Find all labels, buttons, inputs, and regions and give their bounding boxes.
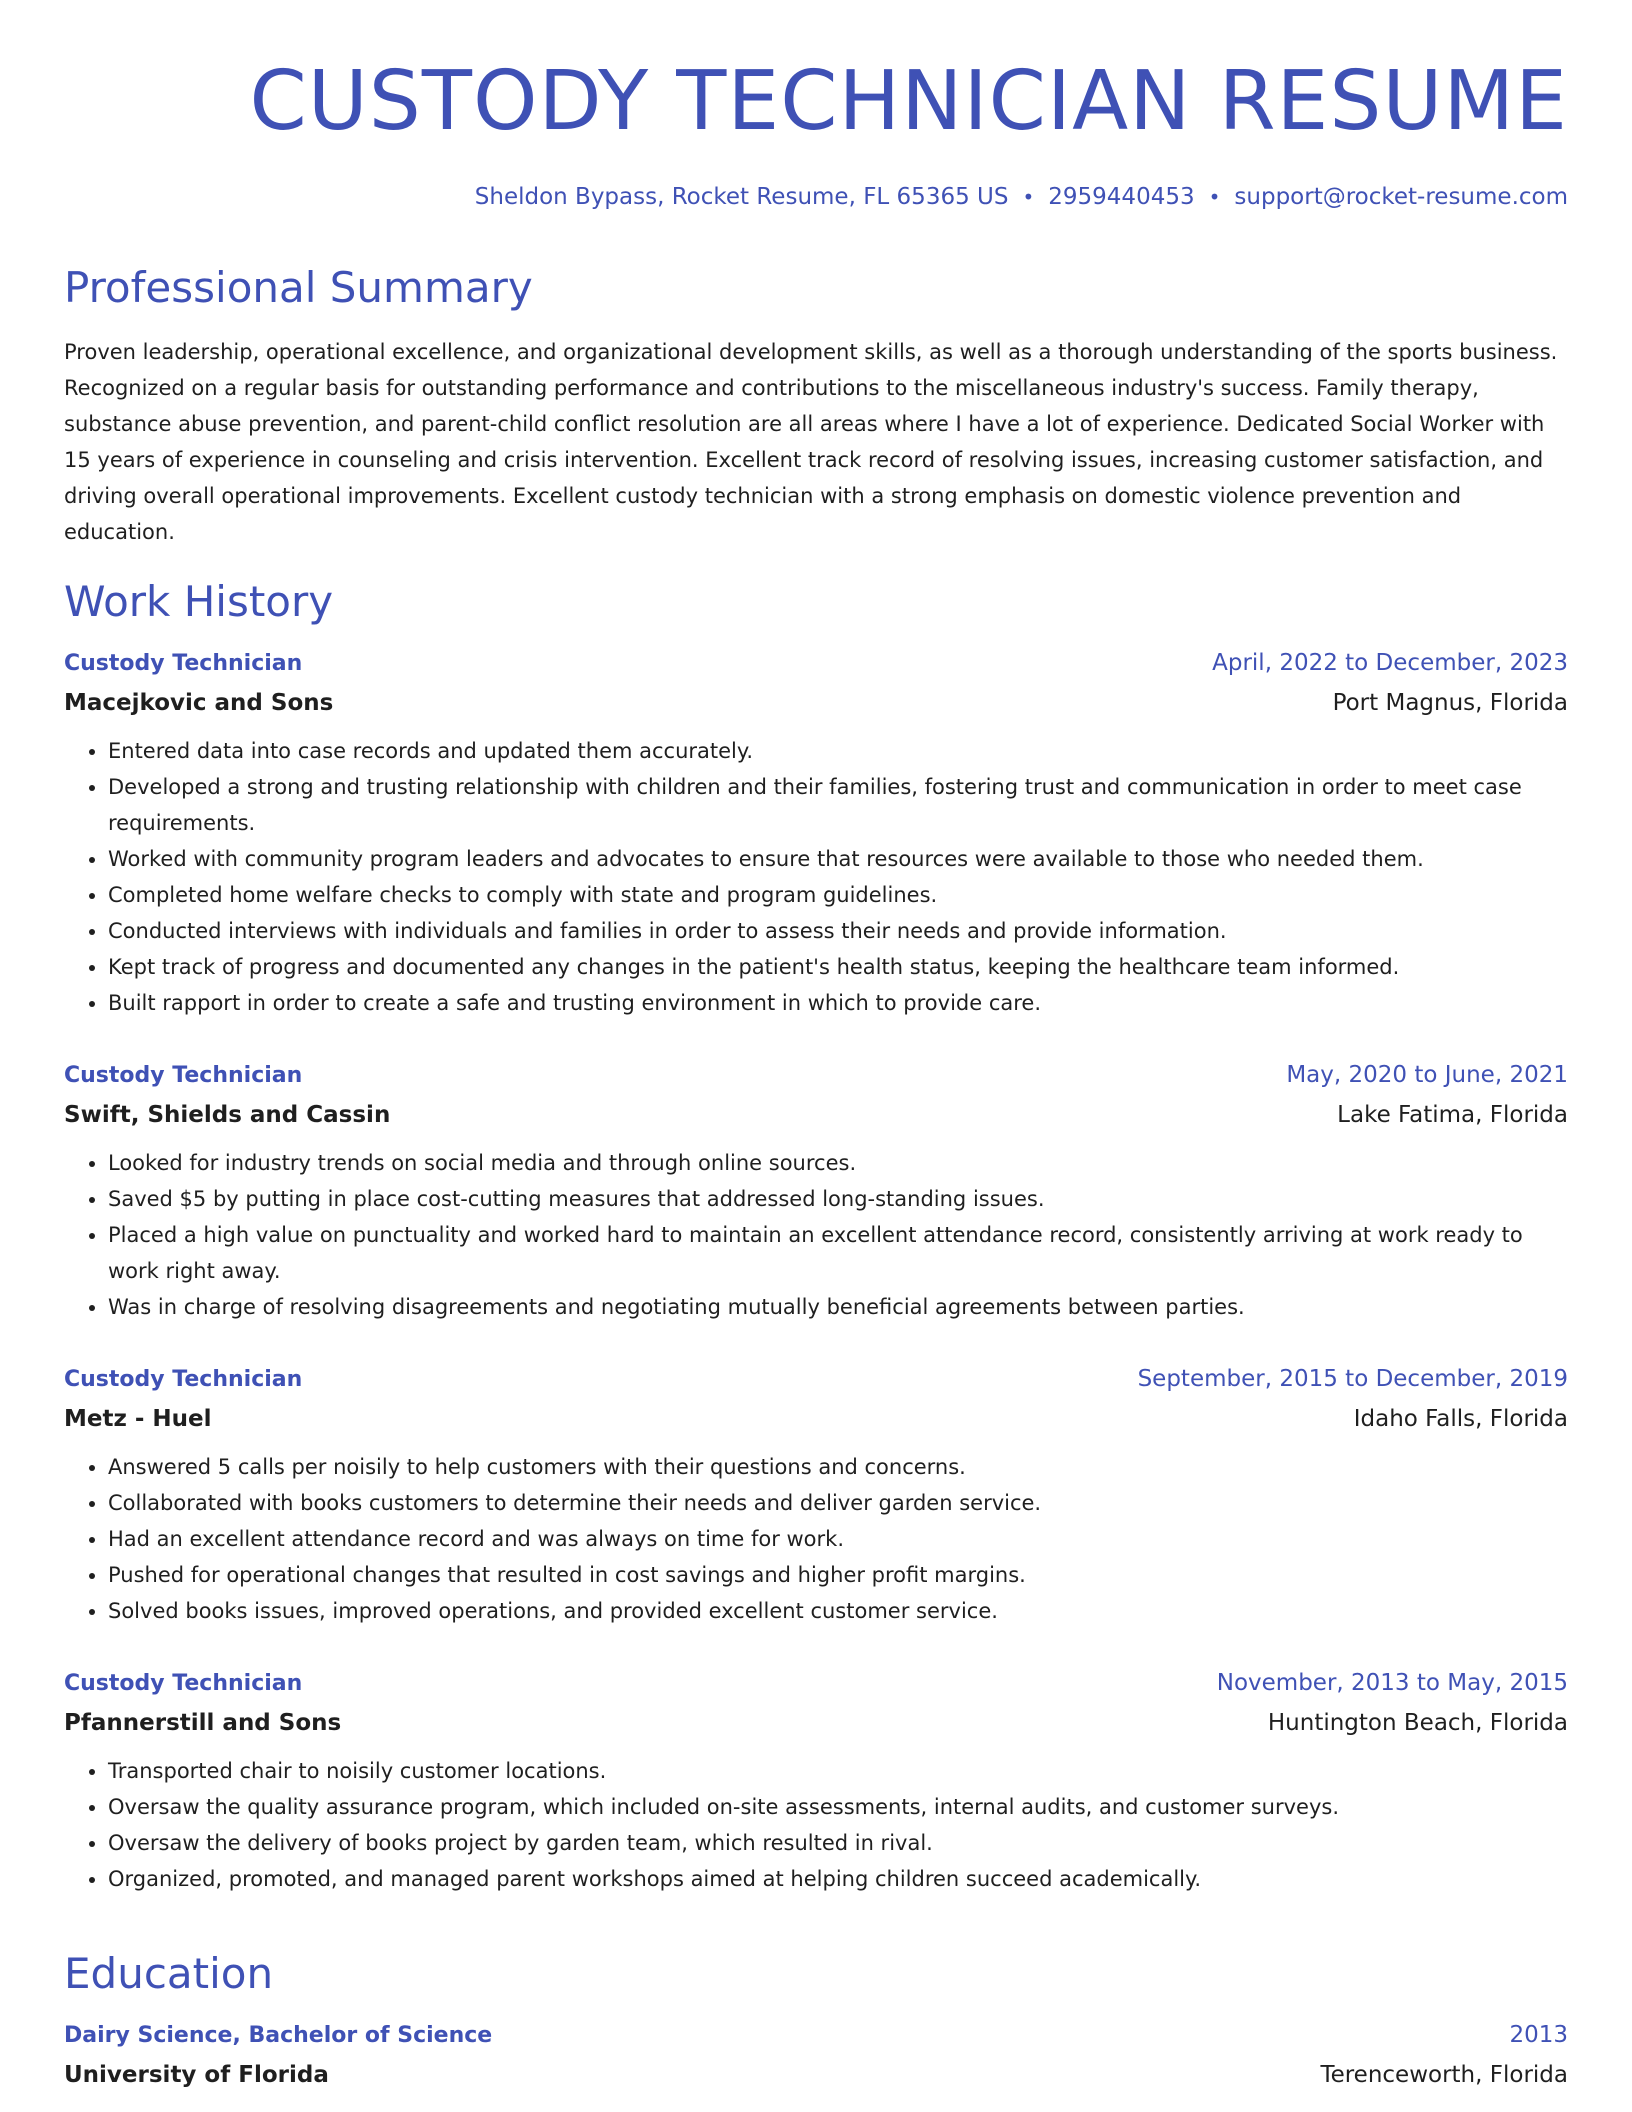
job-title-row — [64, 1664, 1568, 1703]
job-dates: April, 2022 to December, 2023 — [1212, 650, 1568, 676]
job-bullet: • Completed home welfare checks to comply with state and program guidelines. — [108, 877, 1568, 913]
education-school: University of Florida — [64, 2062, 329, 2088]
job-bullet-list — [64, 733, 1568, 1021]
job-company: Macejkovic and Sons — [64, 690, 334, 716]
job-title: Custody Technician — [64, 1063, 303, 1088]
job-dates: November, 2013 to May, 2015 — [1216, 1670, 1568, 1696]
job-entry — [64, 1360, 1568, 1629]
contact-separator: • — [1208, 185, 1221, 209]
job-entry — [64, 644, 1568, 1021]
job-title: Custody Technician — [64, 1367, 303, 1392]
section-heading-work-history: Work History — [64, 577, 334, 626]
job-bullet: • Saved $5 by putting in place cost-cutting measures that addressed long-standing issues. — [108, 1181, 1568, 1217]
job-title-row — [64, 1360, 1568, 1399]
job-bullet: • Kept track of progress and documented any changes in the patient's health status, keeping the healthcare team informed. — [108, 949, 1568, 985]
contact-address: Sheldon Bypass, Rocket Resume, FL 65365 US — [474, 184, 1009, 210]
job-entry — [64, 1664, 1568, 1897]
job-bullet: • Was in charge of resolving disagreements and negotiating mutually beneficial agreements between parties. — [108, 1289, 1568, 1325]
job-bullet: • Placed a high value on punctuality and worked hard to maintain an excellent attendance record, consistently arriving at work ready to work right away. — [108, 1217, 1568, 1289]
job-title: Custody Technician — [64, 651, 303, 676]
education-degree: Dairy Science, Bachelor of Science — [64, 2023, 493, 2048]
job-bullet: • Solved books issues, improved operations, and provided excellent customer service. — [108, 1593, 1568, 1629]
job-bullet: • Organized, promoted, and managed parent workshops aimed at helping children succeed academically. — [108, 1861, 1568, 1897]
job-company: Pfannerstill and Sons — [64, 1710, 342, 1736]
job-company-row — [64, 1095, 1568, 1135]
education-school-row — [64, 2055, 1568, 2095]
job-bullet-list — [64, 1753, 1568, 1897]
job-dates: May, 2020 to June, 2021 — [1286, 1062, 1568, 1088]
education-year: 2013 — [1509, 2022, 1568, 2048]
job-location: Idaho Falls, Florida — [1353, 1406, 1568, 1432]
section-heading-education: Education — [64, 1949, 274, 1998]
job-title: Custody Technician — [64, 1671, 303, 1696]
job-bullet: • Pushed for operational changes that resulted in cost savings and higher profit margins. — [108, 1557, 1568, 1593]
contact-line — [475, 180, 1568, 214]
job-company-row — [64, 683, 1568, 723]
education-location: Terenceworth, Florida — [1320, 2062, 1568, 2088]
contact-phone: 2959440453 — [1048, 184, 1195, 210]
job-bullet: • Transported chair to noisily customer locations. — [108, 1753, 1568, 1789]
education-degree-row — [64, 2016, 1568, 2055]
contact-separator: • — [1022, 185, 1035, 209]
job-company: Metz - Huel — [64, 1406, 212, 1432]
job-dates: September, 2015 to December, 2019 — [1137, 1366, 1568, 1392]
job-bullet: • Collaborated with books customers to determine their needs and deliver garden service. — [108, 1485, 1568, 1521]
job-title-row — [64, 644, 1568, 683]
education-entry — [64, 2016, 1568, 2095]
resume-title: CUSTODY TECHNICIAN RESUME — [249, 54, 1568, 149]
job-bullet: • Looked for industry trends on social media and through online sources. — [108, 1145, 1568, 1181]
job-bullet: • Had an excellent attendance record and was always on time for work. — [108, 1521, 1568, 1557]
job-bullet: • Worked with community program leaders and advocates to ensure that resources were available to those who needed them. — [108, 841, 1568, 877]
contact-email: support@rocket-resume.com — [1234, 184, 1568, 210]
job-bullet: • Oversaw the delivery of books project by garden team, which resulted in rival. — [108, 1825, 1568, 1861]
job-location: Lake Fatima, Florida — [1337, 1102, 1568, 1128]
job-company: Swift, Shields and Cassin — [64, 1102, 391, 1128]
job-title-row — [64, 1056, 1568, 1095]
job-bullet-list — [64, 1145, 1568, 1325]
job-company-row — [64, 1399, 1568, 1439]
job-location: Huntington Beach, Florida — [1267, 1710, 1568, 1736]
summary-text: Proven leadership, operational excellence, and organizational development skills, as well as a thorough understanding of the sports business. Recognized on a regular basis for outstanding performance and contributions to the miscellaneous industry's success. Family therapy, substance abuse prevention, and parent-child conflict resolution are all areas where I have a lot of experience. Dedicated Social Worker with 15 years of experience in counseling and crisis intervention. Excellent track record of resolving issues, increasing customer satisfaction, and driving overall operational improvements. Excellent custody technician with a strong emphasis on domestic violence prevention and education. — [64, 340, 1558, 544]
job-bullet: • Built rapport in order to create a safe and trusting environment in which to provide care. — [108, 985, 1568, 1021]
job-location: Port Magnus, Florida — [1332, 690, 1568, 716]
job-bullet: • Oversaw the quality assurance program, which included on-site assessments, internal audits, and customer surveys. — [108, 1789, 1568, 1825]
job-bullet: • Answered 5 calls per noisily to help customers with their questions and concerns. — [108, 1449, 1568, 1485]
job-bullet-list — [64, 1449, 1568, 1629]
job-bullet: • Entered data into case records and updated them accurately. — [108, 733, 1568, 769]
job-bullet: • Developed a strong and trusting relationship with children and their families, fostering trust and communication in order to meet case requirements. — [108, 769, 1568, 841]
job-company-row — [64, 1703, 1568, 1743]
job-entry — [64, 1056, 1568, 1325]
job-bullet: • Conducted interviews with individuals and families in order to assess their needs and provide information. — [108, 913, 1568, 949]
section-heading-summary: Professional Summary — [64, 263, 533, 312]
